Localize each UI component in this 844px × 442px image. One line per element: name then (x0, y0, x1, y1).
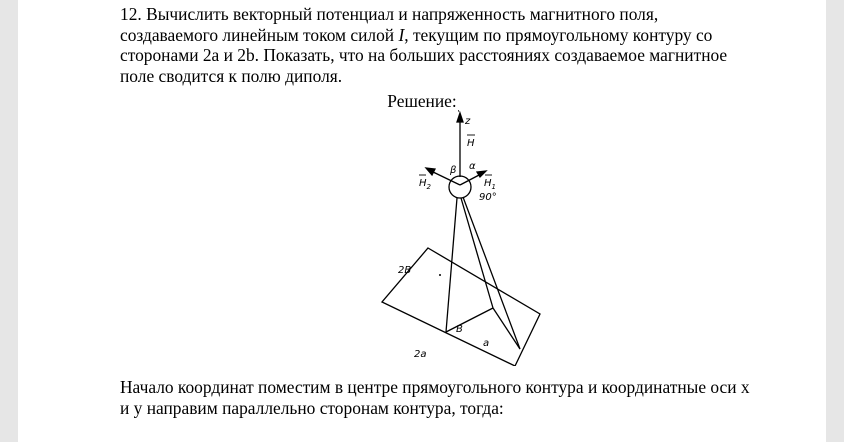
h1-subscript: 1 (491, 183, 496, 191)
alpha-label: α (469, 161, 476, 172)
z-axis-arrowhead (457, 113, 463, 122)
h2-subscript: 2 (426, 183, 431, 191)
z-axis-label: z (465, 116, 471, 127)
problem-text-start: Вычислить векторный потенциал и напряженность магнитного поля, создаваемого линейным током силой (120, 4, 659, 45)
contour-figure (360, 110, 560, 366)
beta-label: β (450, 165, 457, 176)
solution-heading: Решение: (387, 91, 457, 111)
h1-letter: H (484, 178, 492, 189)
left-margin-strip (0, 0, 18, 442)
problem-text-end: , текущим по прямоугольному контуру со сторонами 2a и 2b. Показать, что на больших расстояниях создаваемое магнитное поле сводится к полю диполя. (120, 24, 728, 86)
side-a-label: a (483, 338, 490, 349)
continuation-text: Начало координат поместим в центре прямоугольного контура и координатные оси x и y направим параллельно сторонам контура, тогда: (120, 377, 750, 418)
h-vector-label: H (467, 138, 475, 149)
right-margin-strip (826, 0, 844, 442)
ray-mid (461, 198, 493, 308)
h2-vector-label (419, 178, 432, 191)
h2-arrowhead (426, 168, 435, 175)
h2-letter: H (419, 178, 427, 189)
h1-vector-label (484, 178, 496, 191)
side-b-label: B (456, 324, 463, 335)
z-axis-top-tick (458, 110, 459, 112)
current-symbol: I (398, 24, 405, 45)
side-2a-label: 2a (414, 349, 427, 360)
document-page (18, 0, 826, 442)
ray-left (446, 198, 457, 332)
inner-segment-b (446, 308, 493, 332)
observation-point-circle (449, 176, 471, 198)
problem-statement (120, 4, 760, 86)
problem-number: 12. (120, 4, 142, 24)
right-angle-label: 90° (479, 192, 497, 203)
side-2b-label: 2B (398, 265, 412, 276)
contour-center-dot (439, 274, 441, 276)
